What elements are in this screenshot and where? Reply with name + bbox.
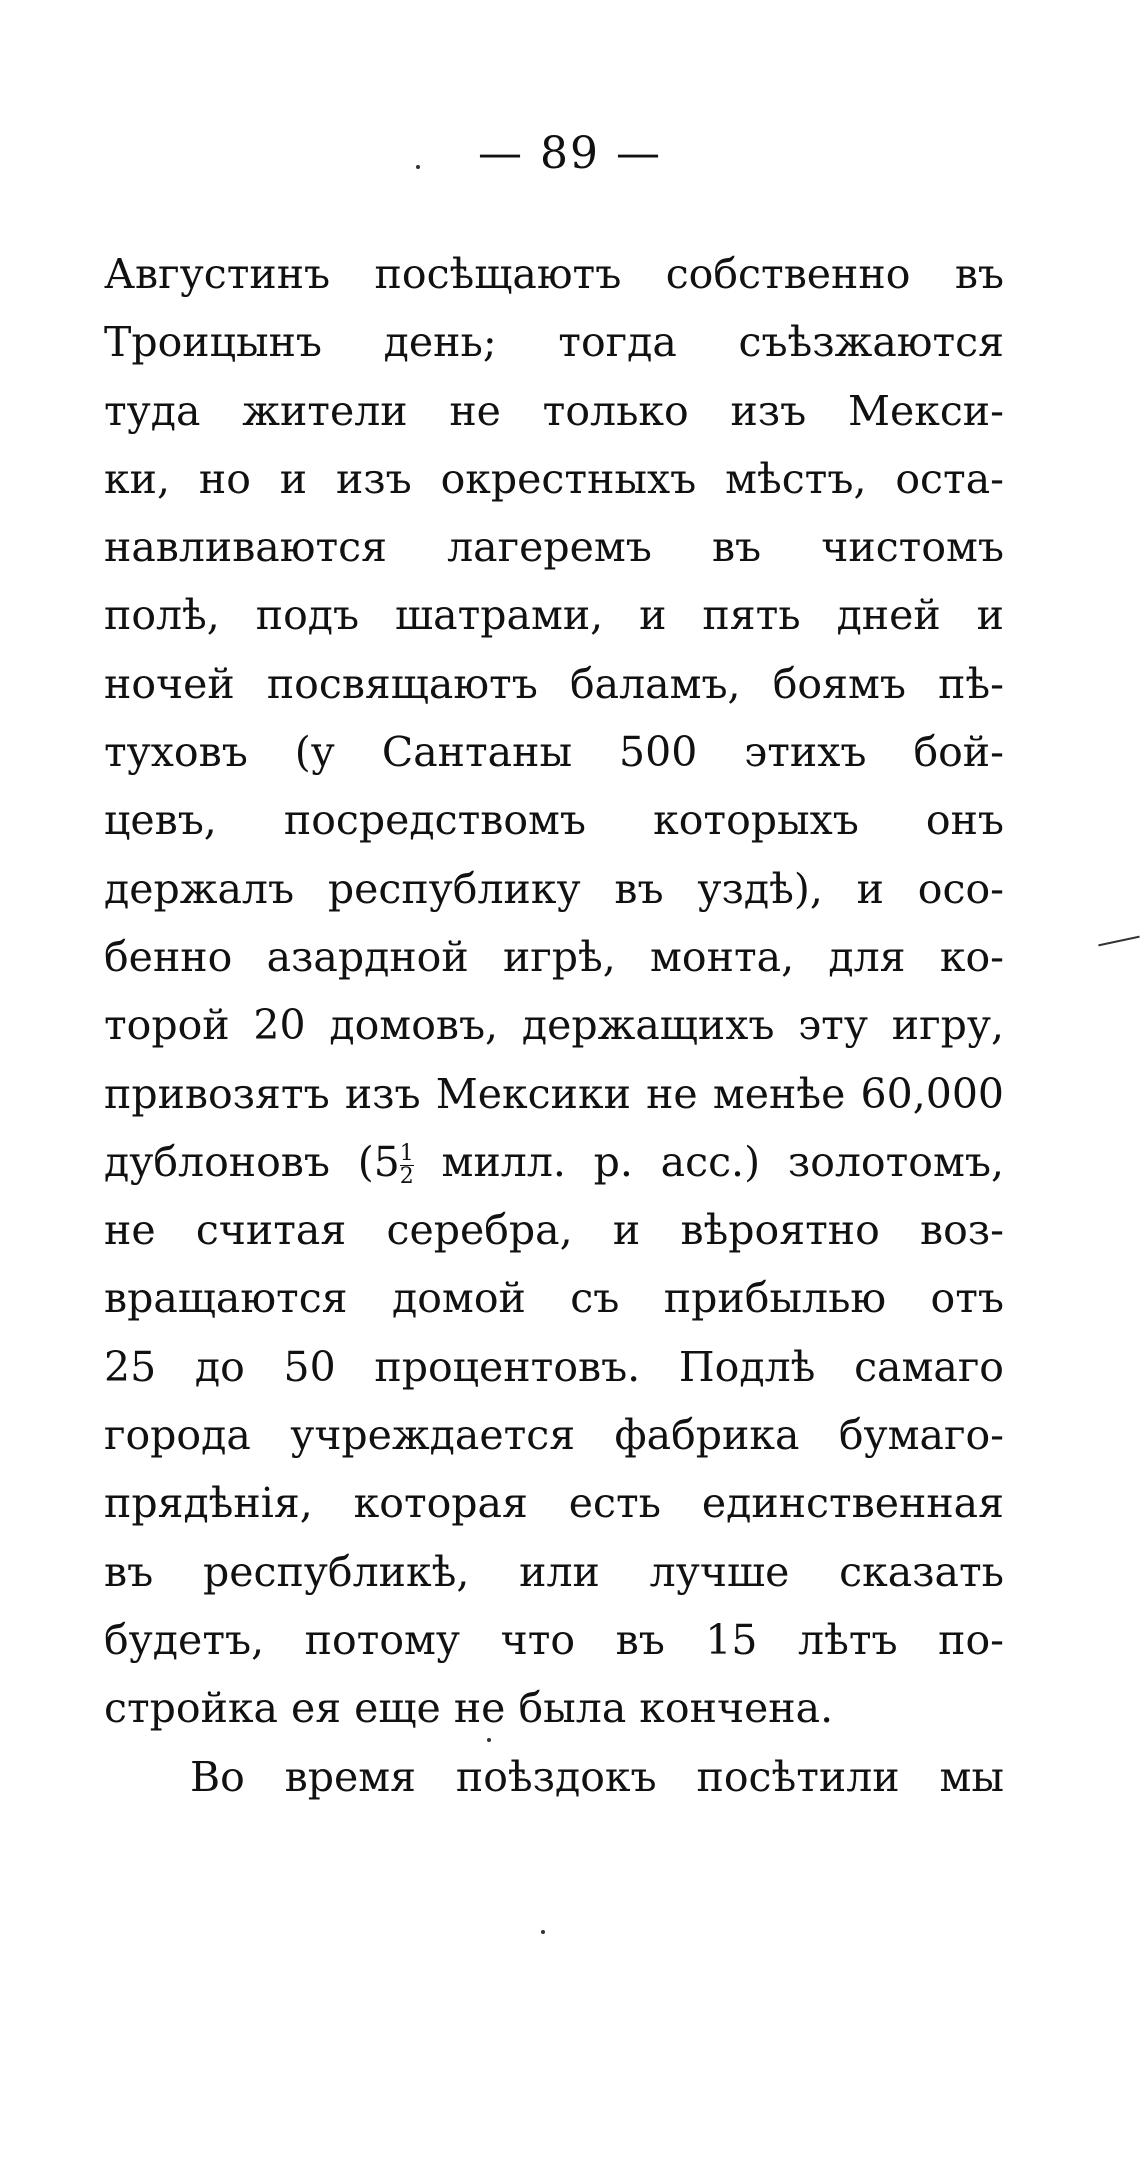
text-line: держалъ республику въ уздѣ), и осо- [104,864,1004,913]
text-line-with-fraction [104,1128,1004,1196]
text-line: не считая серебра, и вѣроятно воз- [104,1206,1004,1255]
text-line: 25 до 50 процентовъ. Подлѣ самаго [104,1342,1004,1391]
fraction-line-after: милл. р. асс.) золотомъ, [413,1137,1004,1186]
text-line: бенно азардной игрѣ, монта, для ко- [104,932,1004,981]
text-line: въ республикѣ, или лучше сказать [104,1547,1004,1596]
text-line: прядѣнія, которая есть единственная [104,1479,1004,1528]
ink-speck [416,165,420,169]
text-line: туда жители не только изъ Мекси- [104,386,1004,435]
text-line: вращаются домой съ прибылью отъ [104,1274,1004,1323]
text-line: Августинъ посѣщаютъ собственно въ [104,250,1004,298]
text-line-paragraph-end: стройка ея еще не была кончена. [104,1684,834,1733]
margin-pencil-mark [1098,936,1139,947]
text-line: ки, но и изъ окрестныхъ мѣстъ, оста- [104,454,1004,503]
text-line: будетъ, потому что въ 15 лѣтъ по- [104,1615,1004,1664]
ink-speck [487,1738,491,1742]
fraction [399,1140,414,1189]
fraction-denominator: 2 [399,1163,414,1189]
text-line: Троицынъ день; тогда съѣзжаются [104,318,1004,367]
body-text [104,240,1004,1811]
text-line: туховъ (у Сантаны 500 этихъ бой- [104,728,1004,777]
text-line: полѣ, подъ шатрами, и пять дней и [104,591,1004,640]
text-line-paragraph-start: Во время поѣздокъ посѣтили мы [190,1752,1004,1801]
text-line: города учреждается фабрика бумаго- [104,1411,1004,1460]
text-line: торой 20 домовъ, держащихъ эту игру, [104,1001,1004,1050]
text-line: навливаются лагеремъ въ чистомъ [104,523,1004,572]
text-line: привозятъ изъ Мексики не менѣе 60,000 [104,1069,1004,1118]
text-line: ночей посвящаютъ баламъ, боямъ пѣ- [104,659,1004,708]
text-line: цевъ, посредствомъ которыхъ онъ [104,796,1004,845]
fraction-numerator: 1 [399,1140,414,1166]
page-number: — 89 — [478,128,662,179]
fraction-line-before: дублоновъ (5 [104,1137,400,1186]
ink-speck [541,1930,545,1934]
